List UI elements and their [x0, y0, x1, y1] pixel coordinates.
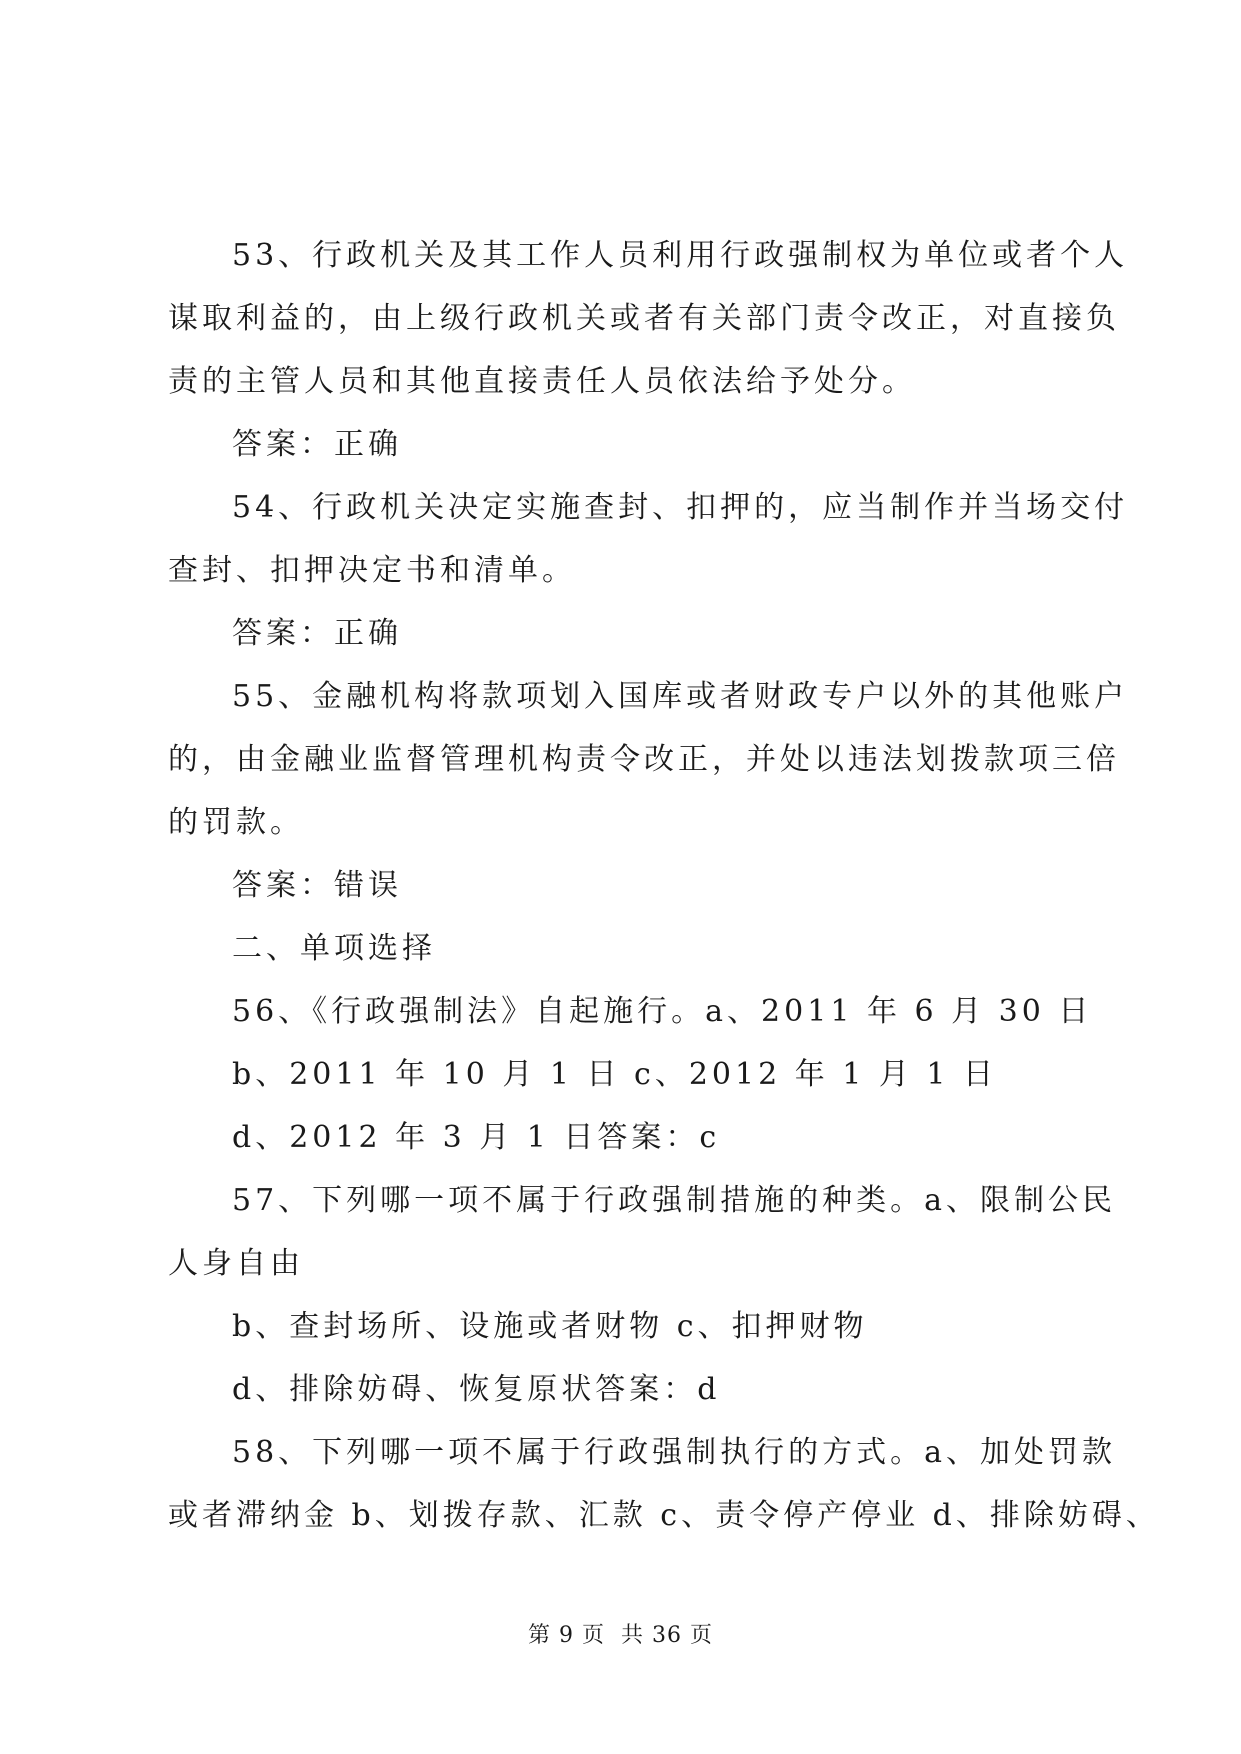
text-line: 责的主管人员和其他直接责任人员依法给予处分。	[168, 364, 916, 399]
text-line: 二、单项选择	[232, 931, 436, 966]
text-line: 57、下列哪一项不属于行政强制措施的种类。a、限制公民	[232, 1183, 1117, 1218]
text-line: 答案：错误	[232, 868, 402, 903]
page-number: 第 9 页	[528, 1623, 605, 1648]
text-line: 的罚款。	[168, 805, 304, 840]
text-line: 55、金融机构将款项划入国库或者财政专户以外的其他账户	[232, 679, 1129, 714]
text-line: d、排除妨碍、恢复原状答案：d	[232, 1372, 721, 1407]
text-line: 答案：正确	[232, 427, 402, 462]
text-line: b、查封场所、设施或者财物 c、扣押财物	[232, 1309, 868, 1344]
text-line: d、2012 年 3 月 1 日答案：c	[232, 1120, 721, 1155]
text-line: 查封、扣押决定书和清单。	[168, 553, 576, 588]
text-line: 53、行政机关及其工作人员利用行政强制权为单位或者个人	[232, 238, 1129, 273]
text-line: 56、《行政强制法》自起施行。a、2011 年 6 月 30 日	[232, 994, 1093, 1029]
page-footer	[0, 1618, 1241, 1649]
text-line: 或者滞纳金 b、划拨存款、汇款 c、责令停产停业 d、排除妨碍、	[168, 1498, 1160, 1533]
text-line: 人身自由	[168, 1246, 304, 1281]
page-total: 共 36 页	[621, 1623, 713, 1648]
text-line: 54、行政机关决定实施查封、扣押的，应当制作并当场交付	[232, 490, 1129, 525]
text-line: 谋取利益的，由上级行政机关或者有关部门责令改正，对直接负	[168, 301, 1120, 336]
text-line: 的，由金融业监督管理机构责令改正，并处以违法划拨款项三倍	[168, 742, 1120, 777]
text-line: 58、下列哪一项不属于行政强制执行的方式。a、加处罚款	[232, 1435, 1117, 1470]
text-line: b、2011 年 10 月 1 日 c、2012 年 1 月 1 日	[232, 1057, 998, 1092]
document-body	[168, 224, 1160, 1547]
text-line: 答案：正确	[232, 616, 402, 651]
